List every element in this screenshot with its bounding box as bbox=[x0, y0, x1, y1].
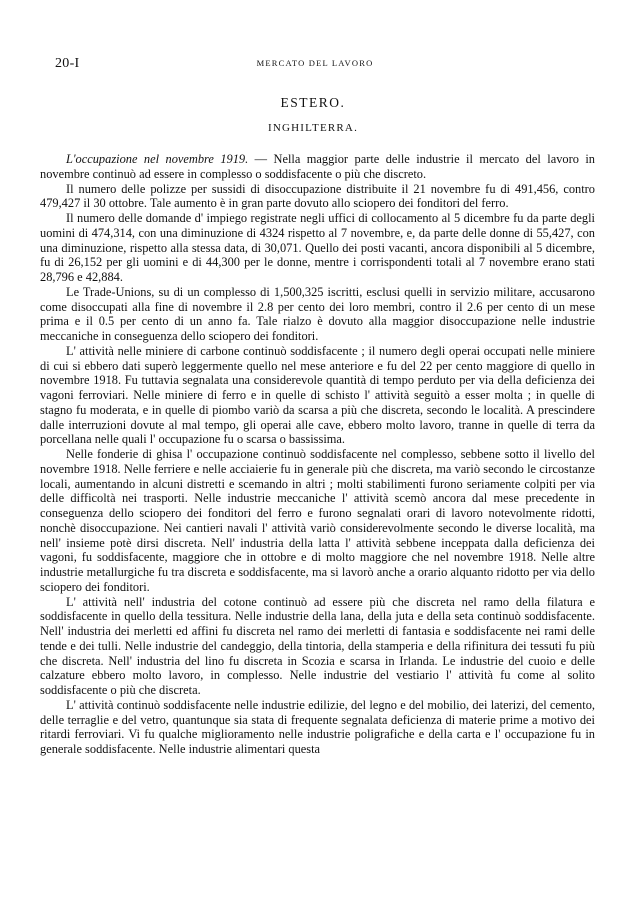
section-title: ESTERO. bbox=[280, 95, 346, 110]
section-subtitle: INGHILTERRA. bbox=[267, 122, 359, 134]
paragraph-4: Le Trade-Unions, su di un complesso di 1,500,325 iscritti, esclusi quelli in servizio militare, accusarono come disoccupati alla fine di novembre il 2.8 per cento dei loro membri, contro il 2.6 per cento di un mese prima e il 0.5 per cento di un anno fa. Tale rialzo è dovuto alla maggior disoccupazione nelle industrie meccaniche in conseguenza dello sciopero dei fonditori. bbox=[40, 284, 595, 343]
running-head bbox=[55, 56, 575, 70]
page-number: 20-I bbox=[55, 56, 80, 71]
paragraph-6: Nelle fonderie di ghisa l' occupazione continuò soddisfacente nel complesso, sebbene sotto il livello del novembre 1918. Nelle ferriere e nelle acciaierie fu in generale più che discreta, ma variò secondo le circostanze locali, aumentando in alcuni distretti e scemando in altri ; molti stabilimenti furono seriamente colpiti per via delle difficoltà nei trasporti. Nelle industrie meccaniche l' attività scemò ancora dal mese precedente in conseguenza dello sciopero dei fonditori del ferro e furono segnalati orari di lavoro notevolmente ridotti, nonchè disoccupazione. Nei cantieri navali l' attività variò considerevolmente secondo le diverse località, ma nell' insieme potè dirsi discreta. Nell' industria della latta l' attività sebbene inceppata dalla deficienza dei vagoni, fu soddisfacente, maggiore che in ottobre e di molto maggiore che nel novembre 1918. Nelle altre industrie metallurgiche fu tra discreta e soddisfacente, ma si lavorò anche a orario alquanto ridotto per via dello sciopero dei fonditori. bbox=[40, 447, 595, 594]
paragraph-2: Il numero delle polizze per sussidi di disoccupazione distribuite il 21 novembre fu di 491,456, contro 479,427 il 30 ottobre. Tale aumento è in gran parte dovuto allo sciopero dei fonditori del ferro. bbox=[40, 181, 595, 211]
paragraph-1 bbox=[40, 152, 595, 182]
paragraph-3: Il numero delle domande d' impiego registrate negli uffici di collocamento al 5 dicembre fu da parte degli uomini di 474,314, con una diminuzione di 4324 rispetto al 7 novembre, e, da parte delle donne di 55,427, con una diminuzione, rispetto alla stessa data, di 30,071. Quello dei posti vacanti, ancora disponibili al 5 dicembre, fu di 26,152 per gli uomini e di 44,300 per le donne, mentre i corrispondenti totali al 7 novembre erano stati 28,796 e 42,884. bbox=[40, 211, 595, 284]
paragraph-text: — Nella maggior parte delle industrie il mercato del lavoro in novembre continuò ad essere in complesso o soddisfacente o più che discreto. bbox=[40, 152, 595, 181]
paragraph-lead: L'occupazione nel novembre 1919. bbox=[66, 152, 249, 166]
article-body bbox=[40, 152, 595, 757]
paragraph-7: L' attività nell' industria del cotone continuò ad essere più che discreta nel ramo della filatura e soddisfacente in quello della tessitura. Nelle industrie della lana, della juta e della seta continuò soddisfacente. Nell' industria dei merletti ed affini fu discreta nel ramo dei merletti di fantasia e soddisfacente nei rami delle tende e dei tulli. Nelle industrie del candeggio, della tintoria, della stamperia e della rifinitura dei tessuti fu più che discreta. Nell' industria del lino fu discreta in Scozia e scarsa in Irlanda. Le industrie del cuoio e delle calzature ebbero molto lavoro, in complesso. Nelle industrie del vestiario l' attività fu come al solito soddisfacente o più che discreta. bbox=[40, 594, 595, 697]
paragraph-8: L' attività continuò soddisfacente nelle industrie edilizie, del legno e del mobilio, dei laterizi, del cemento, delle terraglie e del vetro, quantunque sia stata di frequente segnalata deficienza di materie prime a motivo dei ritardi ferroviari. Vi fu qualche miglioramento nelle industrie poligrafiche e della carta e l' occupazione fu in generale soddisfacente. Nelle industrie alimentari questa bbox=[40, 697, 595, 756]
running-title: MERCATO DEL LAVORO bbox=[256, 58, 374, 68]
paragraph-5: L' attività nelle miniere di carbone continuò soddisfacente ; il numero degli operai occupati nelle miniere di cui si ebbero dati superò leggermente quello nel mese anteriore e fu del 22 per cento maggiore di quello in novembre 1918. Fu tuttavia segnalata una considerevole quantità di tempo perduto per via della deficienza dei vagoni ferroviari. Nelle miniere di ferro e in quelle di schisto l' attività seguitò a esser molta ; in quelle di stagno fu moderata, e in quelle di piombo variò da scarsa a più che discreta, secondo le località. A prescindere dalle interruzioni dovute al mal tempo, gli operai alle cave, ebbero molto lavoro, tranne in quelle di terra da porcellana nelle quali l' occupazione fu o scarsa o bassissima. bbox=[40, 343, 595, 447]
